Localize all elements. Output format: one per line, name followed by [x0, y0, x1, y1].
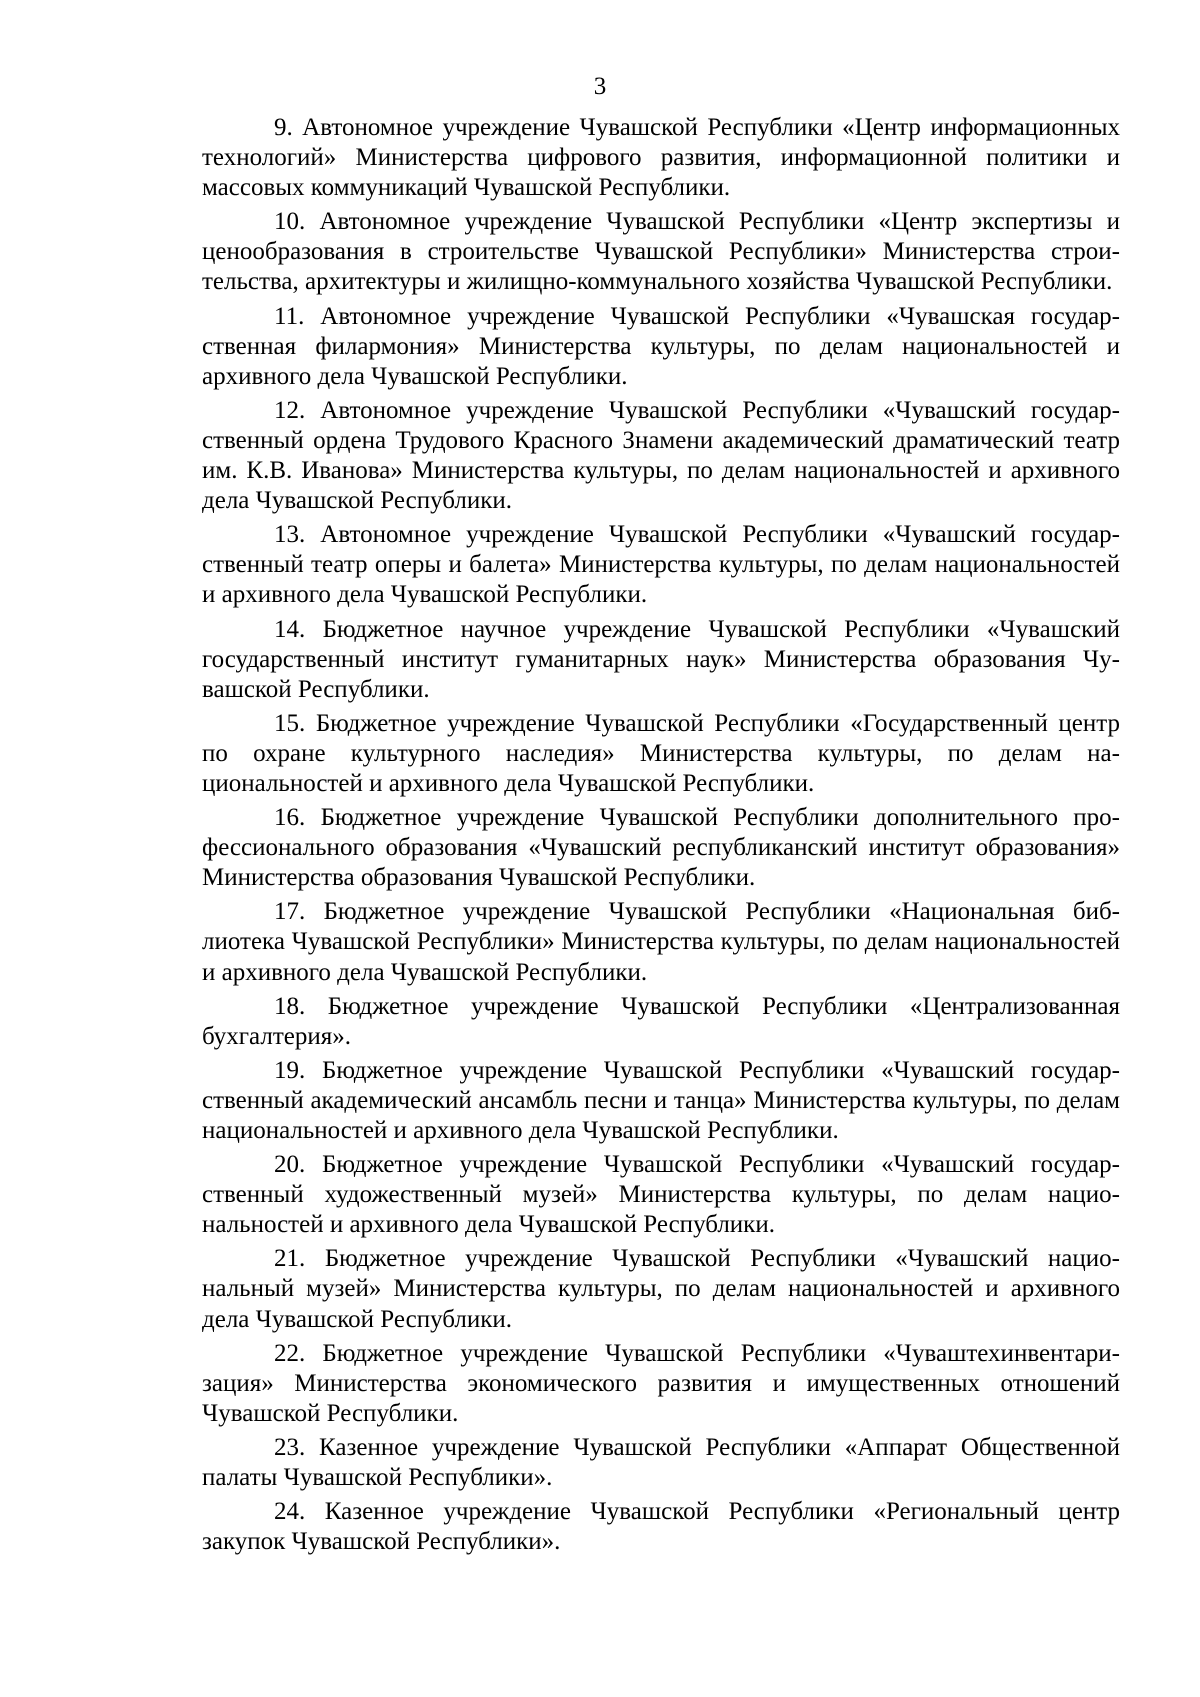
- list-item: 13. Автономное учреждение Чувашской Республики «Чувашский государственный театр оперы и балета» Министерства культуры, по делам национальностей и архивного дела Чувашской Республики.: [202, 521, 1120, 609]
- list-item: 20. Бюджетное учреждение Чувашской Республики «Чувашский государственный художественный музей» Министерства культуры, по делам национальностей и архивного дела Чувашской Республики.: [202, 1151, 1120, 1239]
- list-item: 11. Автономное учреждение Чувашской Республики «Чувашская государственная филармония» Министерства культуры, по делам национальностей и архивного дела Чувашской Республики.: [202, 302, 1120, 390]
- document-body: [202, 113, 1120, 1561]
- list-item: 16. Бюджетное учреждение Чувашской Республики дополнительного профессионального образования «Чувашский республиканский институт образования» Министерства образования Чувашской Республики.: [202, 804, 1120, 892]
- list-item: 23. Казенное учреждение Чувашской Республики «Аппарат Общественной палаты Чувашской Республики».: [202, 1433, 1120, 1492]
- list-item: 24. Казенное учреждение Чувашской Республики «Региональный центр закупок Чувашской Республики».: [202, 1498, 1120, 1556]
- list-item: 14. Бюджетное научное учреждение Чувашской Республики «Чувашский государственный институт гуманитарных наук» Министерства образования Чувашской Республики.: [202, 615, 1120, 703]
- list-item: 21. Бюджетное учреждение Чувашской Республики «Чувашский национальный музей» Министерства культуры, по делам национальностей и архивного дела Чувашской Республики.: [202, 1245, 1120, 1333]
- list-item: 10. Автономное учреждение Чувашской Республики «Центр экспертизы и ценообразования в строительстве Чувашской Республики» Министерства строительства, архитектуры и жилищно-коммунального хозяйства Чувашской Республики.: [202, 208, 1120, 296]
- list-item: 12. Автономное учреждение Чувашской Республики «Чувашский государственный ордена Трудового Красного Знамени академический драматический театр им. К.В. Иванова» Министерства культуры, по делам национальностей и архивного дела Чувашской Республики.: [202, 396, 1120, 515]
- list-item: 18. Бюджетное учреждение Чувашской Республики «Централизованная бухгалтерия».: [202, 992, 1120, 1050]
- list-item: 15. Бюджетное учреждение Чувашской Республики «Государственный центр по охране культурного наследия» Министерства культуры, по делам национальностей и архивного дела Чувашской Республики.: [202, 709, 1120, 797]
- list-item: 17. Бюджетное учреждение Чувашской Республики «Национальная библиотека Чувашской Республики» Министерства культуры, по делам национальностей и архивного дела Чувашской Республики.: [202, 898, 1120, 986]
- list-item: 19. Бюджетное учреждение Чувашской Республики «Чувашский государственный академический ансамбль песни и танца» Министерства культуры, по делам национальностей и архивного дела Чувашской Республики.: [202, 1056, 1120, 1144]
- list-item: 9. Автономное учреждение Чувашской Республики «Центр информационных технологий» Министерства цифрового развития, информационной политики и массовых коммуникаций Чувашской Республики.: [202, 114, 1120, 202]
- list-item: 22. Бюджетное учреждение Чувашской Республики «Чуваштехинвентаризация» Министерства экономического развития и имущественных отношений Чувашской Республики.: [202, 1339, 1120, 1427]
- page-number: 3: [593, 73, 607, 100]
